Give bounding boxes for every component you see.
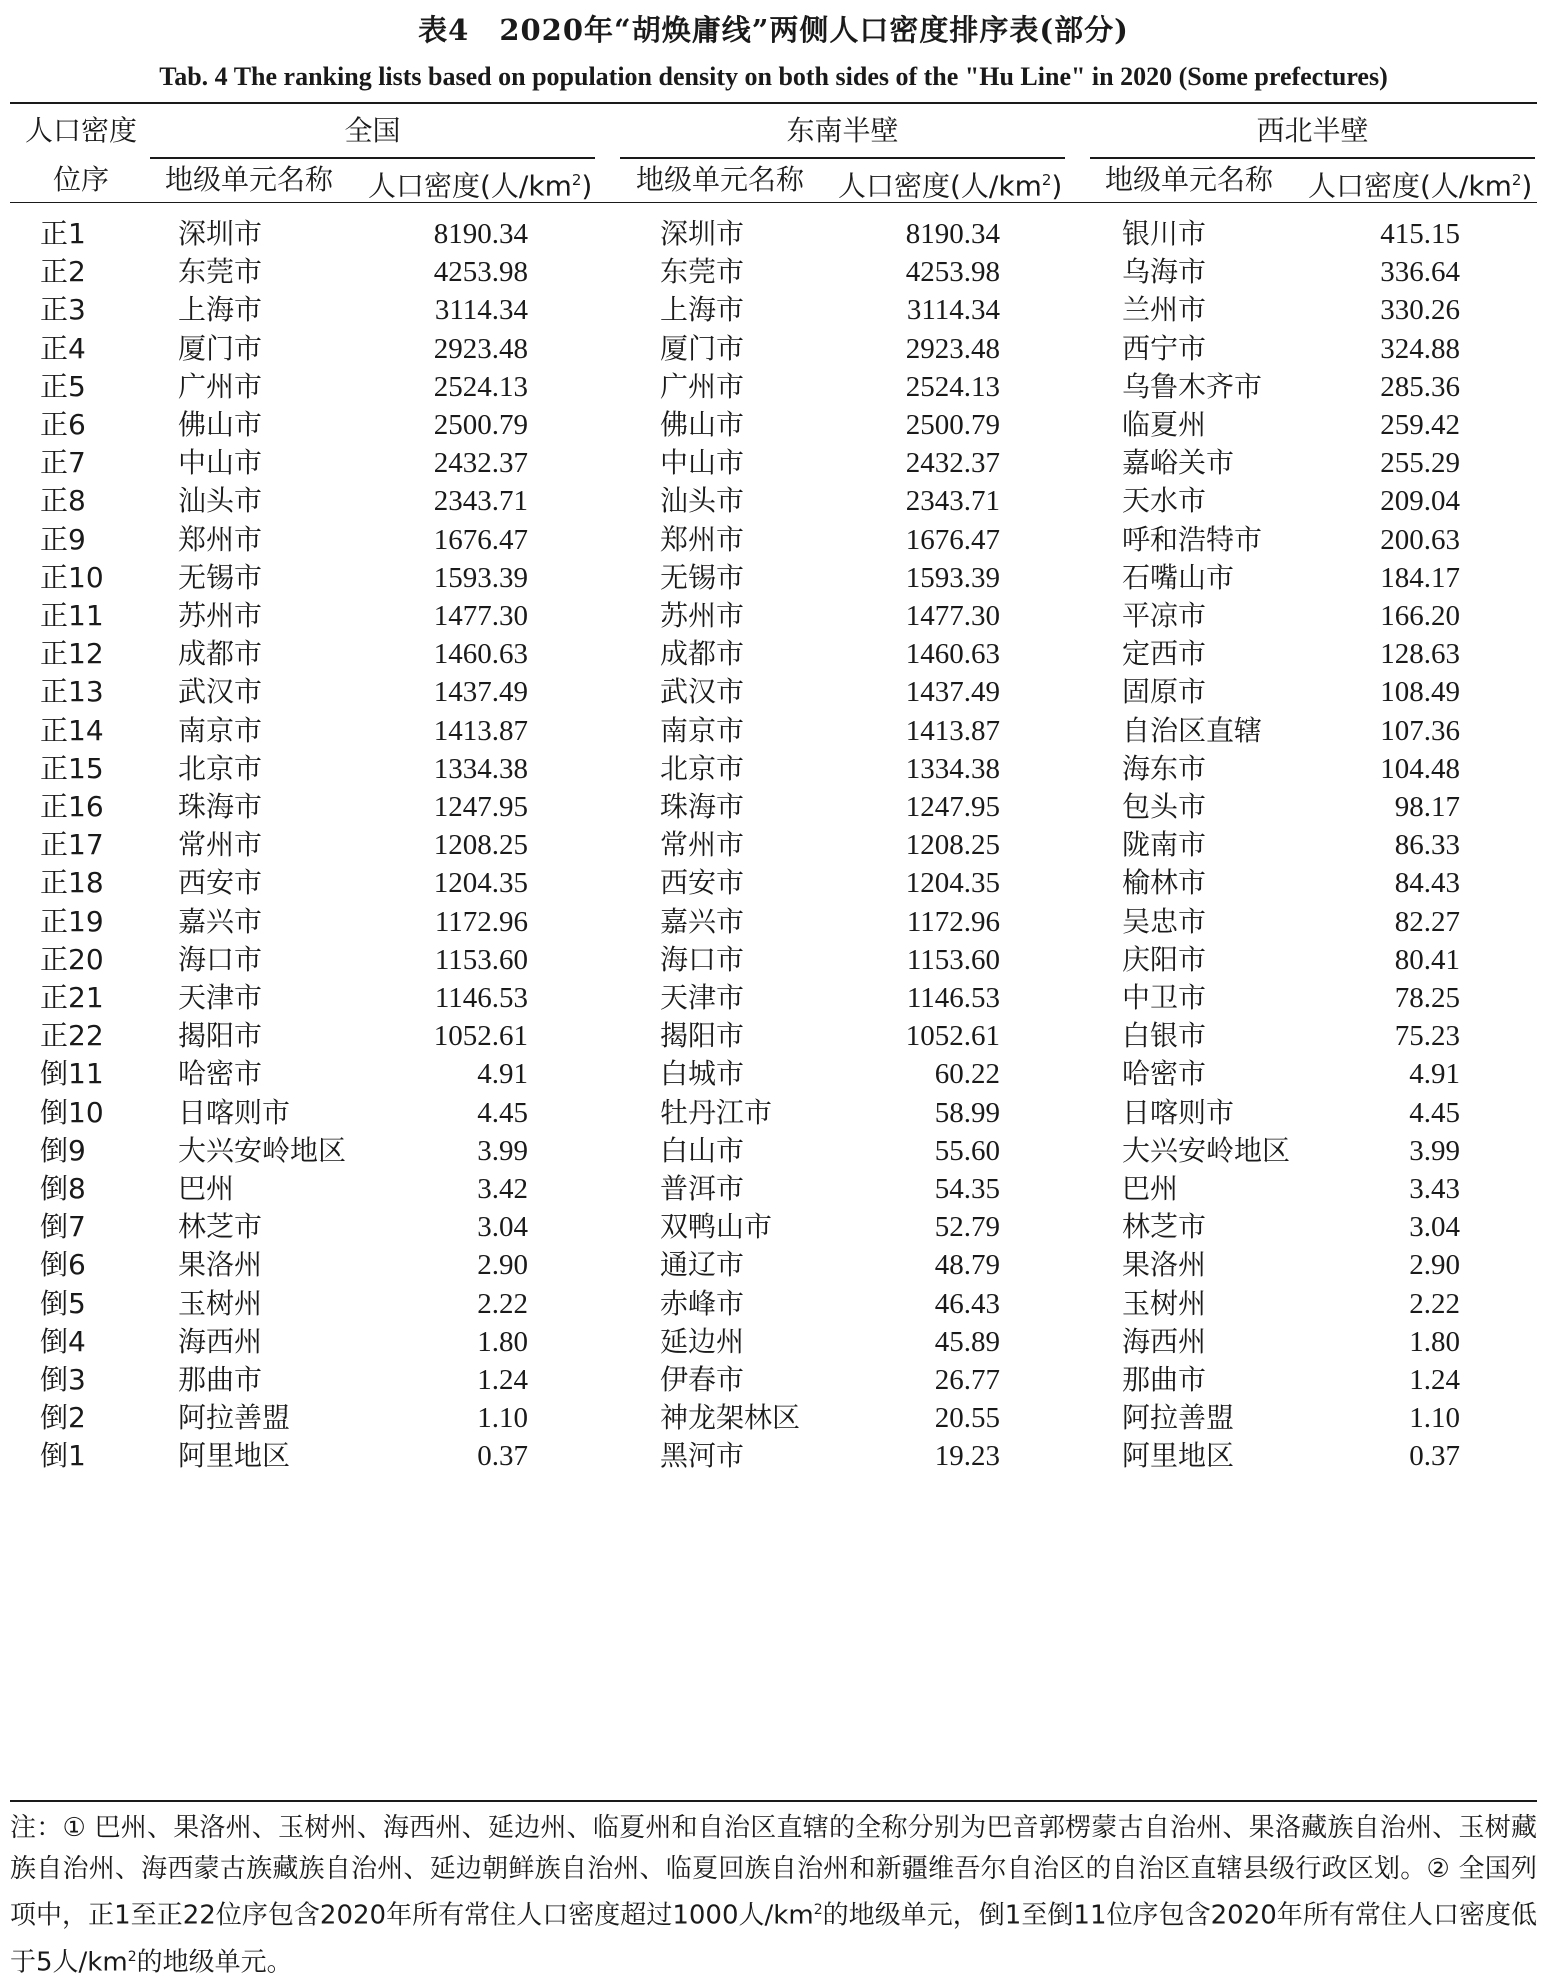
northwest-name-cell: 石嘴山市 — [1122, 560, 1235, 594]
northwest-name-cell: 庆阳市 — [1122, 942, 1207, 976]
southeast-density-cell: 52.79 — [934, 1211, 1000, 1244]
northwest-density-cell: 128.63 — [1380, 638, 1460, 671]
rank-cell: 正22 — [40, 1019, 104, 1053]
southeast-density-cell: 1437.49 — [905, 676, 1000, 709]
northwest-density-cell: 330.26 — [1380, 294, 1460, 327]
rank-cell: 正5 — [40, 369, 86, 403]
northwest-density-cell: 75.23 — [1394, 1020, 1460, 1053]
rank-cell: 正11 — [40, 599, 104, 632]
header-density-southeast: 人口密度(人$/km^2$) — [838, 169, 1063, 203]
northwest-name-cell: 海西州 — [1122, 1324, 1207, 1358]
rank-cell: 倒9 — [40, 1133, 86, 1167]
national-density-cell: 1477.30 — [433, 600, 528, 632]
national-density-cell: 1.80 — [477, 1325, 528, 1358]
southeast-name-cell: 神龙架林区 — [660, 1401, 801, 1435]
southeast-density-cell: 2432.37 — [905, 447, 1000, 480]
rank-cell: 正20 — [40, 942, 104, 976]
northwest-density-cell: 2.90 — [1409, 1249, 1460, 1282]
national-name-cell: 海口市 — [178, 942, 263, 976]
northwest-name-cell: 哈密市 — [1122, 1057, 1207, 1091]
group-rule-northwest — [1090, 157, 1535, 159]
northwest-density-cell: 3.99 — [1409, 1134, 1460, 1167]
northwest-name-cell: 呼和浩特市 — [1122, 522, 1263, 556]
southeast-density-cell: 55.60 — [934, 1134, 1000, 1167]
southeast-density-cell: 1334.38 — [905, 752, 1000, 785]
national-density-cell: 8190.34 — [433, 218, 528, 250]
southeast-density-cell: 2524.13 — [905, 370, 1000, 403]
national-density-cell: 3.99 — [477, 1134, 528, 1167]
northwest-name-cell: 巴州 — [1122, 1172, 1179, 1205]
national-name-cell: 苏州市 — [178, 599, 263, 632]
southeast-name-cell: 白山市 — [660, 1133, 745, 1167]
national-name-cell: 玉树州 — [178, 1286, 263, 1320]
national-density-cell: 2432.37 — [433, 447, 528, 480]
northwest-density-cell: 324.88 — [1380, 332, 1460, 365]
rank-cell: 倒4 — [40, 1324, 86, 1358]
northwest-name-cell: 乌鲁木齐市 — [1122, 369, 1263, 403]
southeast-name-cell: 中山市 — [660, 446, 745, 480]
national-name-cell: 武汉市 — [178, 675, 263, 709]
national-density-cell: 1204.35 — [433, 867, 528, 900]
northwest-density-cell: 255.29 — [1380, 447, 1460, 480]
northwest-name-cell: 日喀则市 — [1122, 1095, 1235, 1129]
northwest-name-cell: 大兴安岭地区 — [1122, 1133, 1291, 1167]
national-name-cell: 那曲市 — [178, 1363, 263, 1396]
northwest-density-cell: 2.22 — [1409, 1287, 1460, 1320]
southeast-density-cell: 20.55 — [934, 1402, 1000, 1435]
northwest-name-cell: 乌海市 — [1122, 255, 1207, 289]
national-name-cell: 巴州 — [178, 1172, 235, 1205]
national-name-cell: 广州市 — [178, 369, 263, 403]
northwest-density-cell: 80.41 — [1394, 943, 1460, 976]
southeast-density-cell: 54.35 — [934, 1173, 1000, 1205]
southeast-name-cell: 白城市 — [660, 1057, 745, 1091]
southeast-density-cell: 1052.61 — [905, 1020, 1000, 1053]
national-density-cell: 1172.96 — [434, 905, 528, 938]
northwest-name-cell: 平凉市 — [1122, 599, 1207, 632]
national-name-cell: 佛山市 — [178, 408, 263, 441]
northwest-density-cell: 78.25 — [1394, 982, 1460, 1014]
rank-cell: 倒8 — [40, 1172, 86, 1205]
southeast-name-cell: 普洱市 — [660, 1172, 745, 1205]
northwest-name-cell: 自治区直辖 — [1122, 713, 1263, 747]
northwest-name-cell: 固原市 — [1122, 675, 1207, 709]
northwest-density-cell: 1.24 — [1409, 1364, 1460, 1396]
northwest-density-cell: 336.64 — [1380, 256, 1460, 289]
southeast-name-cell: 北京市 — [660, 751, 745, 785]
southeast-name-cell: 黑河市 — [660, 1439, 745, 1473]
southeast-name-cell: 成都市 — [660, 637, 745, 671]
northwest-name-cell: 玉树州 — [1122, 1286, 1207, 1320]
national-density-cell: 1460.63 — [433, 638, 528, 671]
header-density-northwest: 人口密度(人$/km^2$) — [1308, 169, 1533, 203]
southeast-density-cell: 19.23 — [934, 1440, 1000, 1473]
bottom-rule — [10, 1800, 1537, 1802]
southeast-name-cell: 郑州市 — [660, 522, 745, 556]
national-name-cell: 日喀则市 — [178, 1095, 291, 1129]
rank-cell: 正3 — [40, 293, 86, 327]
southeast-density-cell: 1146.53 — [906, 982, 1000, 1014]
header-name-national: 地级单元名称 — [165, 163, 334, 196]
southeast-name-cell: 无锡市 — [660, 560, 745, 594]
header-density-national: 人口密度(人$/km^2$) — [368, 169, 593, 203]
northwest-density-cell: 98.17 — [1394, 791, 1460, 823]
rank-cell: 正21 — [40, 981, 104, 1014]
table-note: 注：① 巴州、果洛州、玉树州、海西州、延边州、临夏州和自治区直辖的全称分别为巴音郭楞蒙古自治州、果洛藏族自治州、玉树藏族自治州、海西蒙古族藏族自治州、延边朝鲜族自治州、临夏回族自治州和新疆维吾尔自治区的自治区直辖县级行政区划。② 全国列项中，正1至正22位序包含2020年所有常住人口密度超过1000人$/km^2$的地级单元，倒1至倒11位序包含2020年所有常住人口密度低于5人$/km^2$的地级单元。 — [10, 1813, 1538, 1978]
national-density-cell: 1146.53 — [434, 982, 528, 1014]
national-name-cell: 深圳市 — [178, 217, 263, 250]
southeast-name-cell: 西安市 — [660, 866, 745, 900]
southeast-name-cell: 延边州 — [660, 1324, 745, 1358]
national-name-cell: 海西州 — [178, 1324, 263, 1358]
southeast-density-cell: 3114.34 — [906, 294, 1000, 327]
northwest-density-cell: 1.80 — [1409, 1325, 1460, 1358]
national-density-cell: 2343.71 — [433, 485, 528, 518]
southeast-density-cell: 8190.34 — [905, 218, 1000, 250]
national-density-cell: 1153.60 — [434, 943, 528, 976]
southeast-name-cell: 苏州市 — [660, 599, 745, 632]
northwest-density-cell: 86.33 — [1394, 829, 1460, 862]
northwest-name-cell: 榆林市 — [1122, 866, 1207, 900]
southeast-density-cell: 1172.96 — [906, 905, 1000, 938]
southeast-name-cell: 汕头市 — [660, 484, 745, 518]
rank-cell: 正8 — [40, 484, 86, 518]
national-name-cell: 阿里地区 — [178, 1439, 291, 1473]
national-density-cell: 2923.48 — [433, 332, 528, 365]
southeast-density-cell: 60.22 — [934, 1058, 1000, 1091]
rank-cell: 正16 — [40, 790, 104, 823]
southeast-name-cell: 佛山市 — [660, 408, 745, 441]
header-rank-line1: 人口密度 — [24, 114, 137, 147]
national-density-cell: 1593.39 — [433, 561, 528, 594]
southeast-name-cell: 揭阳市 — [660, 1019, 745, 1053]
top-rule — [10, 102, 1537, 104]
southeast-name-cell: 天津市 — [660, 981, 745, 1014]
northwest-name-cell: 天水市 — [1122, 484, 1207, 518]
southeast-name-cell: 赤峰市 — [660, 1286, 745, 1320]
northwest-name-cell: 中卫市 — [1122, 981, 1207, 1014]
rank-cell: 正1 — [40, 217, 86, 250]
national-name-cell: 常州市 — [178, 828, 263, 862]
southeast-density-cell: 2923.48 — [905, 332, 1000, 365]
rank-cell: 正2 — [40, 255, 86, 289]
national-name-cell: 成都市 — [178, 637, 263, 671]
national-name-cell: 揭阳市 — [178, 1019, 263, 1053]
national-density-cell: 4.45 — [477, 1096, 528, 1129]
national-density-cell: 3114.34 — [434, 294, 528, 327]
rank-cell: 正18 — [40, 866, 104, 900]
national-density-cell: 2.22 — [477, 1287, 528, 1320]
northwest-density-cell: 84.43 — [1394, 867, 1460, 900]
southeast-density-cell: 1208.25 — [905, 829, 1000, 862]
northwest-density-cell: 166.20 — [1380, 600, 1460, 632]
southeast-name-cell: 厦门市 — [660, 331, 745, 365]
rank-cell: 倒2 — [40, 1401, 86, 1435]
national-name-cell: 天津市 — [178, 981, 263, 1014]
northwest-density-cell: 3.04 — [1409, 1211, 1460, 1244]
national-name-cell: 无锡市 — [178, 560, 263, 594]
national-density-cell: 1052.61 — [433, 1020, 528, 1053]
national-density-cell: 1334.38 — [433, 752, 528, 785]
national-name-cell: 阿拉善盟 — [178, 1401, 291, 1435]
header-rule — [10, 202, 1537, 203]
northwest-name-cell: 包头市 — [1122, 790, 1207, 823]
group-rule-national — [150, 157, 595, 159]
header-group-national: 全国 — [344, 114, 401, 147]
header-name-southeast: 地级单元名称 — [636, 163, 805, 196]
northwest-name-cell: 白银市 — [1122, 1019, 1207, 1053]
southeast-density-cell: 58.99 — [934, 1096, 1000, 1129]
northwest-name-cell: 那曲市 — [1122, 1363, 1207, 1396]
northwest-density-cell: 3.43 — [1409, 1173, 1460, 1205]
national-density-cell: 1413.87 — [433, 714, 528, 747]
northwest-name-cell: 嘉峪关市 — [1122, 446, 1235, 480]
southeast-density-cell: 1676.47 — [905, 523, 1000, 556]
southeast-name-cell: 双鸭山市 — [660, 1210, 773, 1244]
southeast-density-cell: 2343.71 — [905, 485, 1000, 518]
group-rule-southeast — [620, 157, 1065, 159]
southeast-name-cell: 通辽市 — [660, 1248, 745, 1282]
national-density-cell: 1676.47 — [433, 523, 528, 556]
header-name-northwest: 地级单元名称 — [1105, 163, 1274, 196]
northwest-density-cell: 415.15 — [1380, 218, 1460, 250]
national-name-cell: 郑州市 — [178, 522, 263, 556]
rank-cell: 倒6 — [40, 1248, 86, 1282]
national-name-cell: 林芝市 — [178, 1210, 263, 1244]
national-name-cell: 大兴安岭地区 — [178, 1133, 347, 1167]
northwest-name-cell: 阿拉善盟 — [1122, 1401, 1235, 1435]
northwest-density-cell: 82.27 — [1394, 905, 1460, 938]
national-name-cell: 上海市 — [178, 293, 263, 327]
southeast-name-cell: 海口市 — [660, 942, 745, 976]
rank-cell: 正14 — [40, 713, 104, 747]
northwest-name-cell: 吴忠市 — [1122, 904, 1207, 938]
national-density-cell: 4.91 — [477, 1058, 528, 1091]
national-name-cell: 汕头市 — [178, 484, 263, 518]
national-density-cell: 3.04 — [477, 1211, 528, 1244]
northwest-name-cell: 林芝市 — [1122, 1210, 1207, 1244]
southeast-density-cell: 46.43 — [934, 1287, 1000, 1320]
northwest-density-cell: 200.63 — [1380, 523, 1460, 556]
national-name-cell: 果洛州 — [178, 1248, 263, 1282]
northwest-name-cell: 兰州市 — [1122, 293, 1207, 327]
northwest-name-cell: 果洛州 — [1122, 1248, 1207, 1282]
northwest-name-cell: 银川市 — [1122, 217, 1207, 250]
national-name-cell: 厦门市 — [178, 331, 263, 365]
rank-cell: 正15 — [40, 751, 104, 785]
national-name-cell: 南京市 — [178, 713, 263, 747]
national-density-cell: 2524.13 — [433, 370, 528, 403]
southeast-name-cell: 广州市 — [660, 369, 745, 403]
rank-cell: 正10 — [40, 560, 104, 594]
national-density-cell: 1.10 — [477, 1402, 528, 1435]
national-density-cell: 1437.49 — [433, 676, 528, 709]
northwest-name-cell: 临夏州 — [1122, 408, 1207, 441]
southeast-name-cell: 伊春市 — [660, 1363, 745, 1396]
rank-cell: 正7 — [40, 446, 86, 480]
southeast-name-cell: 嘉兴市 — [660, 904, 745, 938]
national-density-cell: 2500.79 — [433, 409, 528, 441]
southeast-density-cell: 1153.60 — [906, 943, 1000, 976]
southeast-density-cell: 4253.98 — [905, 256, 1000, 289]
northwest-density-cell: 184.17 — [1380, 561, 1460, 594]
southeast-density-cell: 1204.35 — [905, 867, 1000, 900]
southeast-density-cell: 1247.95 — [905, 791, 1000, 823]
header-group-northwest: 西北半壁 — [1256, 114, 1369, 147]
southeast-density-cell: 1593.39 — [905, 561, 1000, 594]
table-row — [0, 1432, 1547, 1480]
northwest-density-cell: 285.36 — [1380, 370, 1460, 403]
southeast-name-cell: 上海市 — [660, 293, 745, 327]
southeast-name-cell: 珠海市 — [660, 790, 745, 823]
national-name-cell: 中山市 — [178, 446, 263, 480]
northwest-density-cell: 4.91 — [1409, 1058, 1460, 1091]
national-name-cell: 西安市 — [178, 866, 263, 900]
national-density-cell: 2.90 — [477, 1249, 528, 1282]
national-density-cell: 1.24 — [477, 1364, 528, 1396]
northwest-name-cell: 西宁市 — [1122, 331, 1207, 365]
rank-cell: 正4 — [40, 331, 86, 365]
rank-cell: 倒7 — [40, 1210, 86, 1244]
rank-cell: 倒11 — [40, 1057, 104, 1091]
southeast-density-cell: 1413.87 — [905, 714, 1000, 747]
rank-cell: 倒5 — [40, 1286, 86, 1320]
header-rank-line2: 位序 — [52, 163, 109, 196]
header-group-southeast: 东南半壁 — [786, 114, 899, 147]
northwest-density-cell: 4.45 — [1409, 1096, 1460, 1129]
national-density-cell: 3.42 — [477, 1173, 528, 1205]
southeast-name-cell: 东莞市 — [660, 255, 745, 289]
rank-cell: 正9 — [40, 522, 86, 556]
national-name-cell: 嘉兴市 — [178, 904, 263, 938]
rank-cell: 正12 — [40, 637, 104, 671]
rank-cell: 倒1 — [40, 1439, 86, 1473]
northwest-name-cell: 阿里地区 — [1122, 1439, 1235, 1473]
rank-cell: 正19 — [40, 904, 104, 938]
national-density-cell: 1208.25 — [433, 829, 528, 862]
northwest-name-cell: 陇南市 — [1122, 828, 1207, 862]
rank-cell: 正13 — [40, 675, 104, 709]
northwest-density-cell: 108.49 — [1380, 676, 1460, 709]
southeast-density-cell: 48.79 — [934, 1249, 1000, 1282]
southeast-name-cell: 牡丹江市 — [660, 1095, 773, 1129]
table-title-en: Tab. 4 The ranking lists based on population density on both sides of the "Hu Line" in 2020 (Some prefectures) — [159, 62, 1388, 91]
northwest-density-cell: 104.48 — [1380, 752, 1460, 785]
rank-cell: 倒3 — [40, 1363, 86, 1396]
rank-cell: 正6 — [40, 408, 86, 441]
national-name-cell: 东莞市 — [178, 255, 263, 289]
rank-cell: 倒10 — [40, 1095, 104, 1129]
southeast-density-cell: 2500.79 — [905, 409, 1000, 441]
northwest-density-cell: 1.10 — [1409, 1402, 1460, 1435]
rank-cell: 正17 — [40, 828, 104, 862]
national-density-cell: 0.37 — [477, 1440, 528, 1473]
southeast-name-cell: 常州市 — [660, 828, 745, 862]
national-name-cell: 哈密市 — [178, 1057, 263, 1091]
national-density-cell: 1247.95 — [433, 791, 528, 823]
northwest-density-cell: 0.37 — [1409, 1440, 1460, 1473]
northwest-density-cell: 107.36 — [1380, 714, 1460, 747]
southeast-density-cell: 1477.30 — [905, 600, 1000, 632]
southeast-density-cell: 26.77 — [934, 1364, 1000, 1396]
national-name-cell: 珠海市 — [178, 790, 263, 823]
southeast-name-cell: 武汉市 — [660, 675, 745, 709]
table-title-cn: 表4 2020年“胡焕庸线”两侧人口密度排序表(部分) — [418, 13, 1129, 47]
northwest-density-cell: 259.42 — [1380, 409, 1460, 441]
national-name-cell: 北京市 — [178, 751, 263, 785]
northwest-name-cell: 海东市 — [1122, 751, 1207, 785]
southeast-density-cell: 1460.63 — [905, 638, 1000, 671]
southeast-name-cell: 南京市 — [660, 713, 745, 747]
northwest-density-cell: 209.04 — [1380, 485, 1460, 518]
southeast-density-cell: 45.89 — [934, 1325, 1000, 1358]
national-density-cell: 4253.98 — [433, 256, 528, 289]
northwest-name-cell: 定西市 — [1122, 637, 1207, 671]
southeast-name-cell: 深圳市 — [660, 217, 745, 250]
